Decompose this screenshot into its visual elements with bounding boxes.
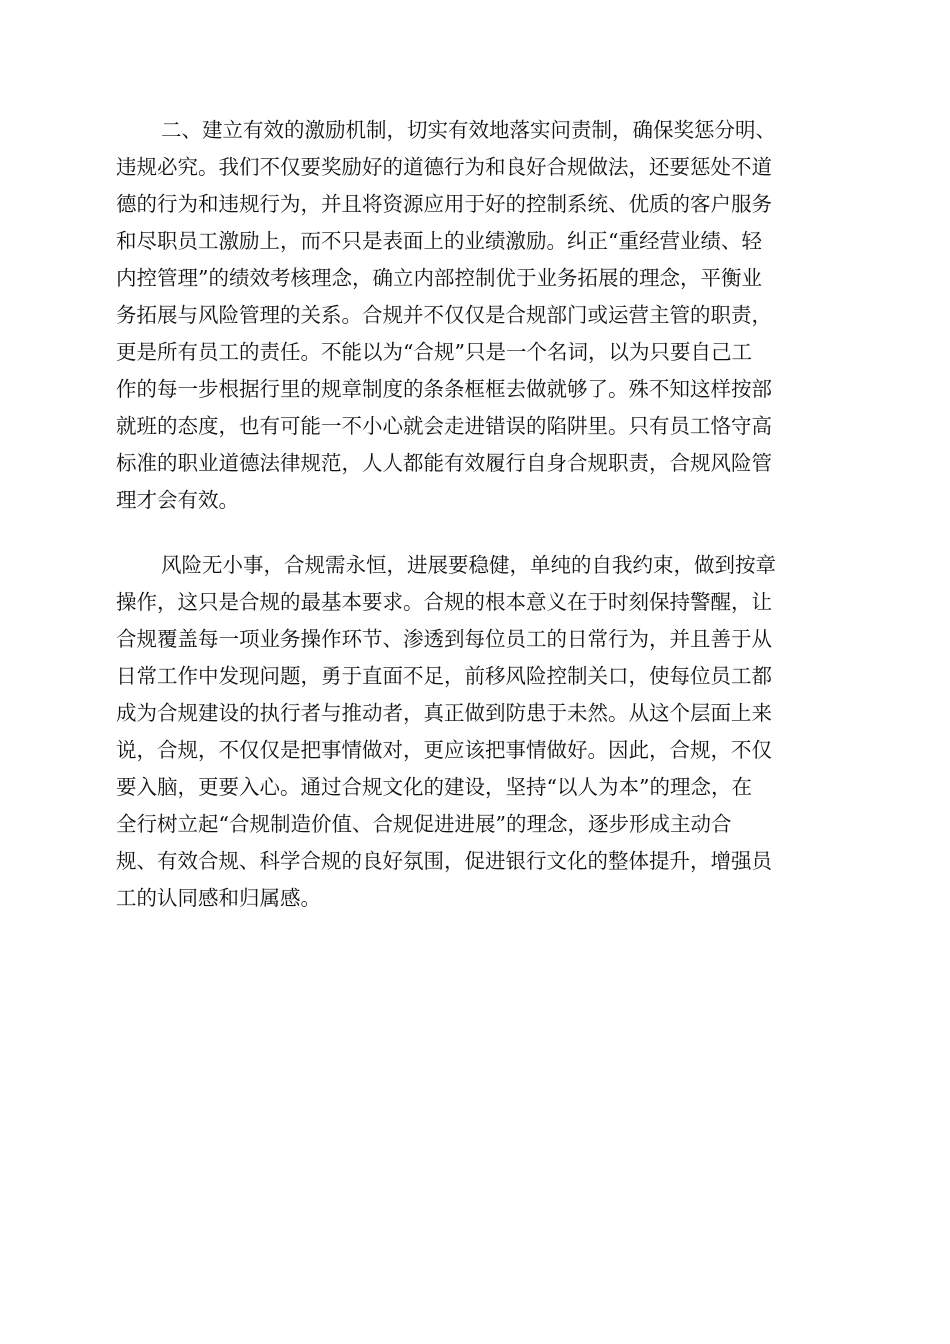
paragraph-2-line-10: 工的认同感和归属感。 [116, 886, 321, 910]
paragraph-2-line-2: 操作，这只是合规的最基本要求。合规的根本意义在于时刻保持警醒，让 [116, 590, 772, 614]
paragraph-2-line-4: 日常工作中发现问题，勇于直面不足，前移风险控制关口，使每位员工都 [116, 664, 772, 688]
paragraph-2-line-6: 说，合规，不仅仅是把事情做对，更应该把事情做好。因此，合规，不仅 [116, 738, 772, 762]
paragraph-1-line-11: 理才会有效。 [116, 488, 239, 512]
paragraph-2-line-1: 风险无小事，合规需永恒，进展要稳健，单纯的自我约束，做到按章 [161, 553, 776, 577]
paragraph-1-line-6: 务拓展与风险管理的关系。合规并不仅仅是合规部门或运营主管的职责， [116, 303, 772, 327]
paragraph-1-line-5: 内控管理”的绩效考核理念，确立内部控制优于业务拓展的理念，平衡业 [116, 266, 762, 290]
paragraph-1-line-1: 二、建立有效的激励机制，切实有效地落实问责制，确保奖惩分明、 [161, 118, 776, 142]
paragraph-2-line-5: 成为合规建设的执行者与推动者，真正做到防患于未然。从这个层面上来 [116, 701, 772, 725]
paragraph-1-line-8: 作的每一步根据行里的规章制度的条条框框去做就够了。殊不知这样按部 [116, 377, 772, 401]
paragraph-1-line-9: 就班的态度，也有可能一不小心就会走进错误的陷阱里。只有员工恪守高 [116, 414, 772, 438]
paragraph-2-line-7: 要入脑，更要入心。通过合规文化的建设，坚持“以人为本”的理念，在 [116, 775, 752, 799]
paragraph-1-line-7: 更是所有员工的责任。不能以为“合规”只是一个名词，以为只要自己工 [116, 340, 752, 364]
paragraph-1-line-2: 违规必究。我们不仅要奖励好的道德行为和良好合规做法，还要惩处不道 [116, 155, 772, 179]
paragraph-1-line-3: 德的行为和违规行为，并且将资源应用于好的控制系统、优质的客户服务 [116, 192, 772, 216]
paragraph-2-line-3: 合规覆盖每一项业务操作环节、渗透到每位员工的日常行为，并且善于从 [116, 627, 772, 651]
paragraph-1-line-10: 标准的职业道德法律规范，人人都能有效履行自身合规职责，合规风险管 [116, 451, 772, 475]
paragraph-2-line-9: 规、有效合规、科学合规的良好氛围，促进银行文化的整体提升，增强员 [116, 849, 772, 873]
paragraph-2-line-8: 全行树立起“合规制造价值、合规促进进展”的理念，逐步形成主动合 [116, 812, 732, 836]
paragraph-1-line-4: 和尽职员工激励上，而不只是表面上的业绩激励。纠正“重经营业绩、轻 [116, 229, 762, 253]
